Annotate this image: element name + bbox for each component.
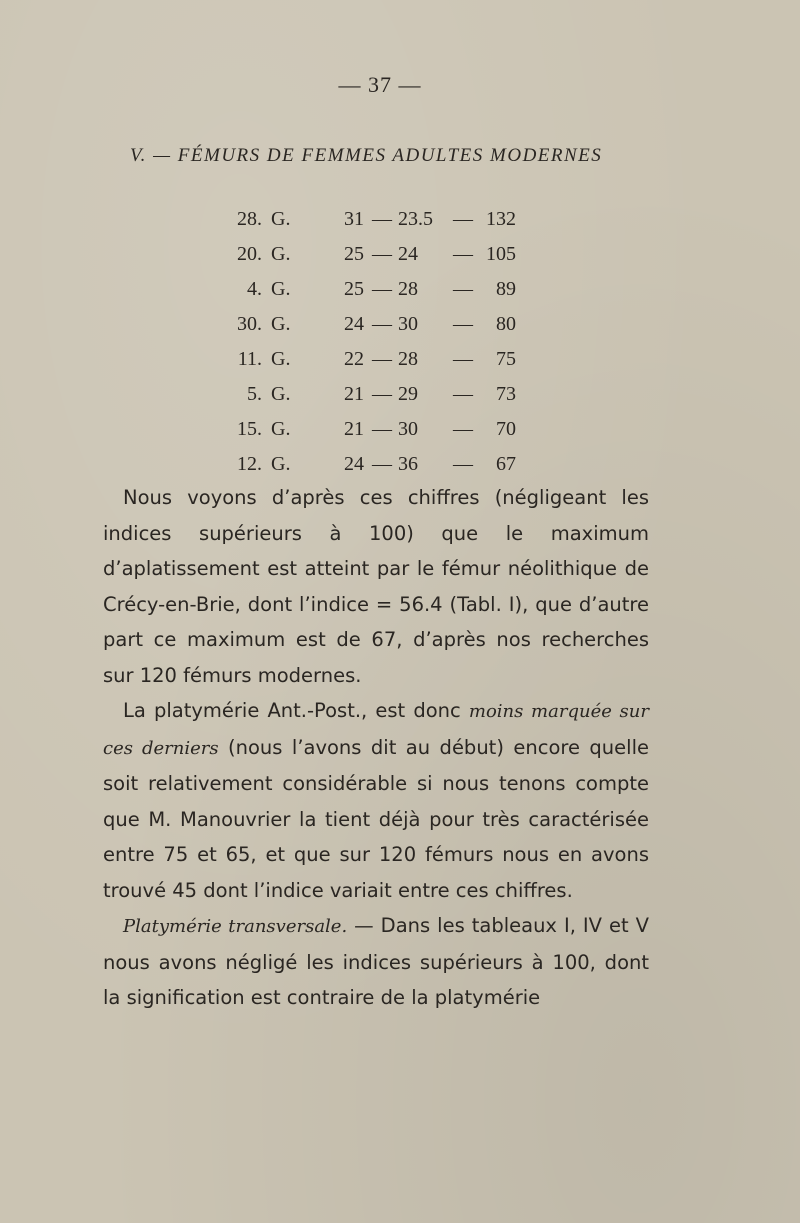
paragraph-2	[103, 693, 649, 908]
paragraph-2-emphasis: moins marquée sur ces derniers	[103, 701, 649, 759]
index-value: 75	[496, 348, 516, 370]
measure-b: 28	[398, 348, 418, 370]
table-row	[0, 418, 800, 453]
table-row	[0, 383, 800, 418]
paragraph-3	[103, 908, 649, 1016]
dash-separator: —	[453, 313, 473, 335]
measure-a: 21	[344, 418, 364, 440]
measure-a: 31	[344, 208, 364, 230]
dash-separator: —	[453, 418, 473, 440]
paragraph-3-heading: Platymérie transversale.	[123, 916, 348, 937]
dash-separator: —	[372, 418, 392, 440]
paragraph-1: Nous voyons d’après ces chiffres (négligeant les indices supérieurs à 100) que le maximum d’aplatissement est atteint par le fémur néolithique de Crécy-en-Brie, dont l’indice = 56.4 (Tabl. I), que d’autre part ce maximum est de 67, d’après nos recherches sur 120 fémurs modernes.	[103, 486, 649, 687]
side-label: G.	[271, 313, 291, 335]
measure-b: 29	[398, 383, 418, 405]
body-text	[103, 480, 649, 1016]
specimen-number: 15.	[237, 418, 262, 440]
dash-separator: —	[453, 243, 473, 265]
side-label: G.	[271, 278, 291, 300]
measure-a: 21	[344, 383, 364, 405]
dash-separator: —	[372, 348, 392, 370]
dash-separator: —	[372, 243, 392, 265]
side-label: G.	[271, 208, 291, 230]
measurement-table	[0, 208, 800, 488]
table-row	[0, 208, 800, 243]
index-value: 67	[496, 453, 516, 475]
dash-separator: —	[453, 453, 473, 475]
dash-separator: —	[453, 348, 473, 370]
dash-separator: —	[372, 278, 392, 300]
specimen-number: 11.	[237, 348, 262, 370]
dash-separator: —	[453, 383, 473, 405]
index-value: 70	[496, 418, 516, 440]
index-value: 73	[496, 383, 516, 405]
table-row	[0, 243, 800, 278]
specimen-number: 28.	[237, 208, 262, 230]
specimen-number: 12.	[237, 453, 262, 475]
paragraph-2-end: (nous l’avons dit au début) encore quelle soit relativement considérable si nous tenons compte que M. Manouvrier la tient déjà pour très caractérisée entre 75 et 65, et que sur 120 fémurs nous en avons trouvé 45 dont l’indice variait entre ces chiffres.	[103, 735, 649, 902]
measure-a: 25	[344, 243, 364, 265]
measure-b: 30	[398, 418, 418, 440]
dash-separator: —	[372, 383, 392, 405]
measure-b: 23.5	[398, 208, 433, 230]
table-row	[0, 348, 800, 383]
paragraph-2-start: La platymérie Ant.-Post., est donc	[123, 699, 469, 722]
section-title: V. — FÉMURS DE FEMMES ADULTES MODERNES	[130, 145, 603, 166]
measure-a: 22	[344, 348, 364, 370]
side-label: G.	[271, 243, 291, 265]
page-number: — 37 —	[338, 72, 422, 97]
measure-b: 30	[398, 313, 418, 335]
measure-b: 36	[398, 453, 418, 475]
dash-separator: —	[453, 278, 473, 300]
index-value: 105	[486, 243, 516, 265]
index-value: 89	[496, 278, 516, 300]
table-row	[0, 313, 800, 348]
measure-b: 28	[398, 278, 418, 300]
table-row	[0, 278, 800, 313]
side-label: G.	[271, 383, 291, 405]
side-label: G.	[271, 453, 291, 475]
measure-a: 24	[344, 453, 364, 475]
side-label: G.	[271, 418, 291, 440]
specimen-number: 5.	[247, 383, 262, 405]
dash-separator: —	[372, 313, 392, 335]
dash-separator: —	[372, 453, 392, 475]
index-value: 132	[486, 208, 516, 230]
dash-separator: —	[453, 208, 473, 230]
measure-a: 24	[344, 313, 364, 335]
index-value: 80	[496, 313, 516, 335]
dash-separator: —	[372, 208, 392, 230]
measure-a: 25	[344, 278, 364, 300]
specimen-number: 20.	[237, 243, 262, 265]
measure-b: 24	[398, 243, 418, 265]
paragraph-3-end: — Dans les tableaux I, IV et V nous avons négligé les indices supérieurs à 100, dont la signification est contraire de la platymérie	[103, 914, 649, 1009]
specimen-number: 30.	[237, 313, 262, 335]
side-label: G.	[271, 348, 291, 370]
specimen-number: 4.	[247, 278, 262, 300]
